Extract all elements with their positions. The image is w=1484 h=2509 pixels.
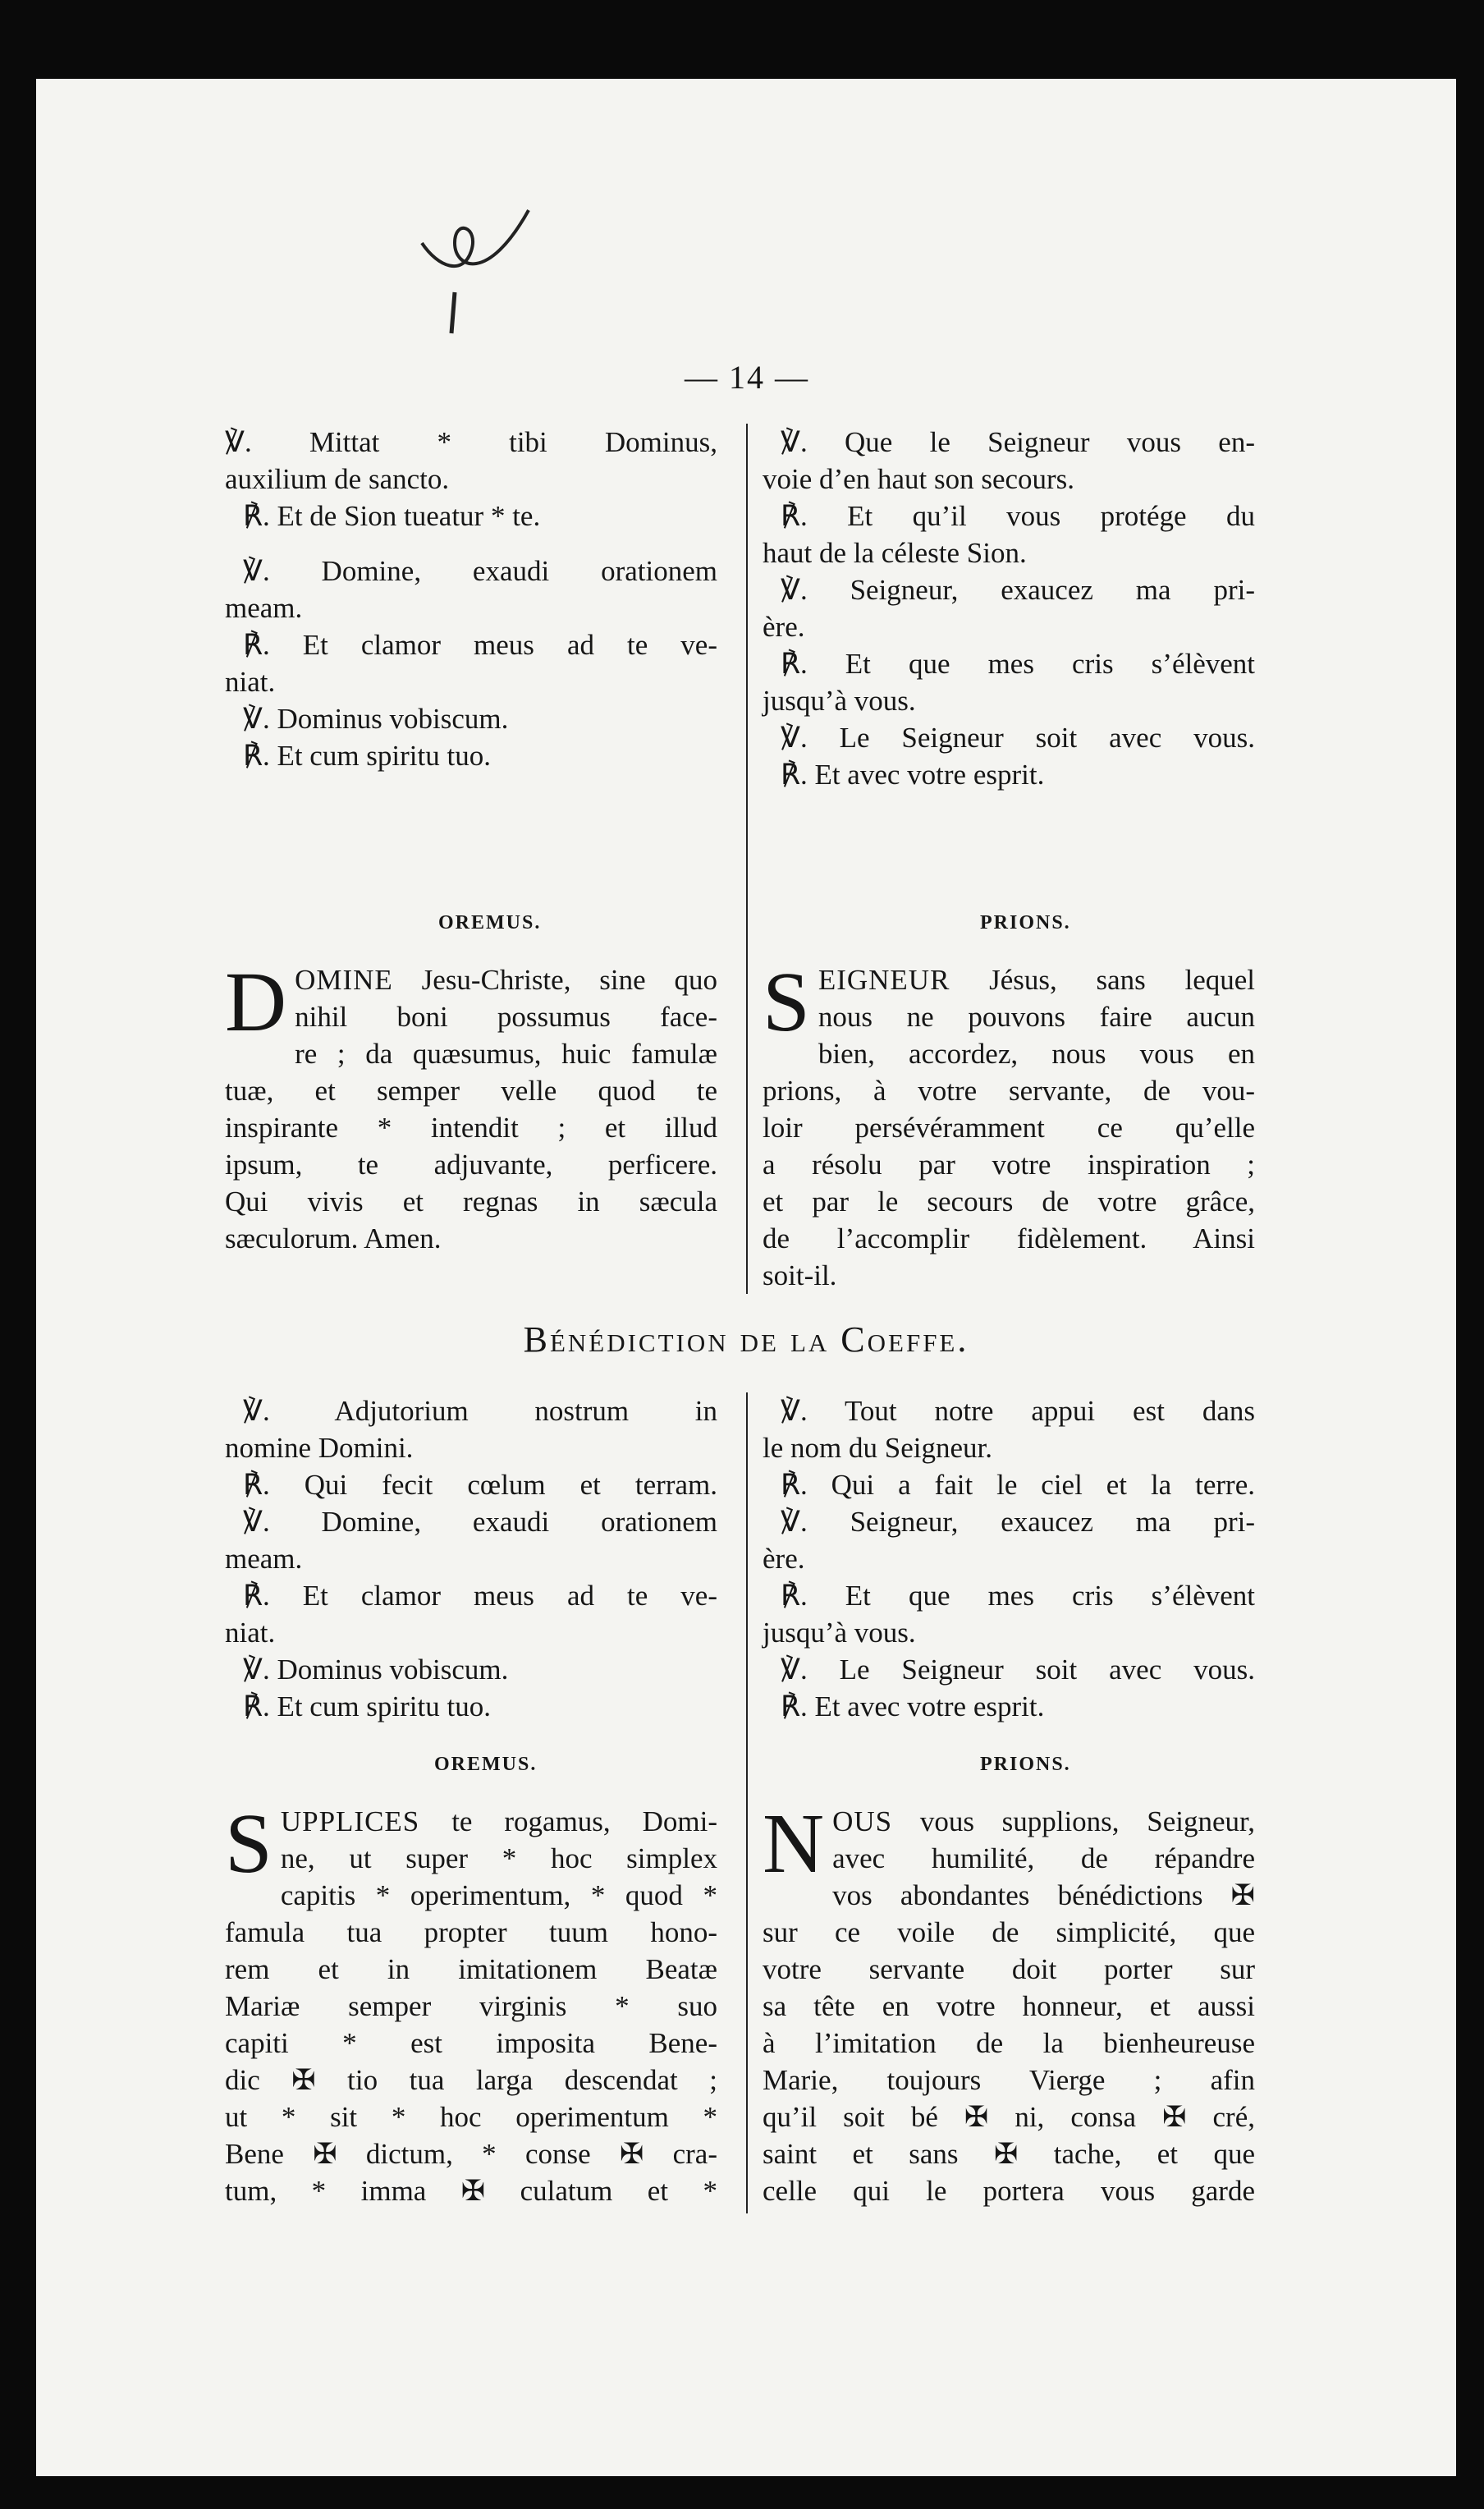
- text-line: ℣. Mittat * tibi Dominus,: [225, 426, 717, 458]
- handwritten-mark-icon: [405, 144, 553, 342]
- text-line: ère.: [763, 611, 805, 643]
- prayer-line: Marie, toujours Vierge ; afin: [763, 2064, 1255, 2096]
- text-line: ℟. Et clamor meus ad te ve-: [243, 629, 717, 661]
- text-line: ℟. Et qu’il vous protége du: [781, 500, 1255, 532]
- text-line: haut de la céleste Sion.: [763, 537, 1027, 569]
- text-line: ℣. Adjutorium nostrum in: [243, 1395, 717, 1427]
- text-line: ℣. Dominus vobiscum.: [243, 1654, 509, 1686]
- section1-latin-prayer: [225, 955, 717, 1257]
- prayer-line: [763, 961, 1255, 998]
- prayer-line: soit-il.: [763, 1259, 837, 1291]
- prayer-line: avec humilité, de répandre: [832, 1842, 1255, 1874]
- prayer-line-text: Jésus, sans lequel: [950, 964, 1255, 996]
- section2-french-responses: [763, 1392, 1255, 1725]
- prayer-line-text: te rogamus, Domi-: [419, 1805, 717, 1837]
- prayer-line: a résolu par votre inspiration ;: [763, 1149, 1255, 1181]
- prayer-line: tum, * imma ✠ culatum et *: [225, 2175, 717, 2207]
- prayer-line: [763, 1803, 1255, 1840]
- spacer: [225, 534, 717, 553]
- section2-latin-prayer: [225, 1796, 717, 2209]
- section2-latin-heading: OREMUS.: [434, 1754, 538, 1775]
- prayer-first-word: OMINE: [295, 964, 393, 996]
- prayer-line: qu’il soit bé ✠ ni, consa ✠ cré,: [763, 2101, 1255, 2133]
- prayer-line: re ; da quæsumus, huic famulæ: [295, 1038, 717, 1070]
- text-line: ℟. Et avec votre esprit.: [781, 759, 1045, 791]
- drop-cap: D: [225, 955, 287, 1049]
- prayer-line: sa tête en votre honneur, et aussi: [763, 1990, 1255, 2022]
- prayer-first-word: UPPLICES: [280, 1805, 420, 1837]
- text-line: auxilium de sancto.: [225, 463, 450, 495]
- prayer-first-word: EIGNEUR: [818, 964, 950, 996]
- section1-french-responses: [763, 424, 1255, 793]
- prayer-line: capiti * est imposita Bene-: [225, 2027, 717, 2059]
- prayer-line: sur ce voile de simplicité, que: [763, 1916, 1255, 1948]
- column-divider: [746, 1392, 748, 2213]
- section2-french-heading: PRIONS.: [980, 1754, 1071, 1775]
- section1-french-heading: PRIONS.: [980, 912, 1071, 933]
- prayer-first-word: OUS: [832, 1805, 893, 1837]
- text-line: ℣. Tout notre appui est dans: [781, 1395, 1255, 1427]
- prayer-line: ipsum, te adjuvante, perficere.: [225, 1149, 717, 1181]
- prayer-line: sæculorum. Amen.: [225, 1222, 442, 1254]
- page-number: — 14 —: [685, 359, 809, 396]
- prayer-line: de l’accomplir fidèlement. Ainsi: [763, 1222, 1255, 1254]
- section2-latin-responses: [225, 1392, 717, 1725]
- prayer-line: prions, à votre servante, de vou-: [763, 1075, 1255, 1107]
- text-line: ℣. Seigneur, exaucez ma pri-: [781, 1506, 1255, 1538]
- prayer-line: dic ✠ tio tua larga descendat ;: [225, 2064, 717, 2096]
- text-line: ℟. Et que mes cris s’élèvent: [781, 1580, 1255, 1612]
- section1-latin-heading: OREMUS.: [438, 912, 542, 933]
- text-line: ℣. Seigneur, exaucez ma pri-: [781, 574, 1255, 606]
- prayer-line: Bene ✠ dictum, * conse ✠ cra-: [225, 2138, 717, 2170]
- text-line: meam.: [225, 592, 303, 624]
- text-line: voie d’en haut son secours.: [763, 463, 1075, 495]
- text-line: jusqu’à vous.: [763, 685, 916, 717]
- prayer-line: nous ne pouvons faire aucun: [818, 1001, 1255, 1033]
- text-line: nomine Domini.: [225, 1432, 414, 1464]
- prayer-line: [225, 1803, 717, 1840]
- text-line: ℣. Que le Seigneur vous en-: [781, 426, 1255, 458]
- text-line: ℟. Et que mes cris s’élèvent: [781, 648, 1255, 680]
- text-line: ℣. Le Seigneur soit avec vous.: [781, 722, 1255, 754]
- text-line: ℣. Le Seigneur soit avec vous.: [781, 1654, 1255, 1686]
- prayer-line: ne, ut super * hoc simplex: [280, 1842, 717, 1874]
- text-line: ℣. Domine, exaudi orationem: [243, 1506, 717, 1538]
- section-title: Bénédiction de la Coeffe.: [523, 1319, 969, 1360]
- section1-latin-responses: [225, 424, 717, 774]
- text-line: ℟. Qui fecit cœlum et terram.: [243, 1469, 717, 1501]
- prayer-line: celle qui le portera vous garde: [763, 2175, 1255, 2207]
- prayer-line: capitis * operimentum, * quod *: [280, 1879, 717, 1911]
- section2-french-prayer: [763, 1796, 1255, 2209]
- text-line: ère.: [763, 1543, 805, 1575]
- text-line: ℟. Et clamor meus ad te ve-: [243, 1580, 717, 1612]
- text-line: ℟. Qui a fait le ciel et la terre.: [781, 1469, 1255, 1501]
- scanned-page: [36, 79, 1456, 2476]
- text-line: ℟. Et cum spiritu tuo.: [243, 740, 491, 772]
- text-line: ℟. Et de Sion tueatur * te.: [243, 500, 541, 532]
- drop-cap: S: [225, 1796, 273, 1891]
- prayer-line: rem et in imitationem Beatæ: [225, 1953, 717, 1985]
- prayer-line: nihil boni possumus face-: [295, 1001, 717, 1033]
- prayer-line: [225, 961, 717, 998]
- prayer-line: famula tua propter tuum hono-: [225, 1916, 717, 1948]
- prayer-line: loir persévéramment ce qu’elle: [763, 1112, 1255, 1144]
- text-line: ℟. Et avec votre esprit.: [781, 1690, 1045, 1722]
- text-line: ℣. Domine, exaudi orationem: [243, 555, 717, 587]
- text-line: ℣. Dominus vobiscum.: [243, 703, 509, 735]
- prayer-line: inspirante * intendit ; et illud: [225, 1112, 717, 1144]
- prayer-line-text: vous supplions, Seigneur,: [892, 1805, 1255, 1837]
- section1-french-prayer: [763, 955, 1255, 1294]
- drop-cap: S: [763, 955, 810, 1049]
- prayer-line: Qui vivis et regnas in sæcula: [225, 1186, 717, 1218]
- prayer-line: saint et sans ✠ tache, et que: [763, 2138, 1255, 2170]
- text-line: niat.: [225, 666, 276, 698]
- text-line: niat.: [225, 1617, 276, 1649]
- prayer-line: votre servante doit porter sur: [763, 1953, 1255, 1985]
- prayer-line: Mariæ semper virginis * suo: [225, 1990, 717, 2022]
- prayer-line: tuæ, et semper velle quod te: [225, 1075, 717, 1107]
- prayer-line: vos abondantes bénédictions ✠: [832, 1879, 1255, 1911]
- prayer-line: ut * sit * hoc operimentum *: [225, 2101, 717, 2133]
- column-divider: [746, 424, 748, 1294]
- text-line: jusqu’à vous.: [763, 1617, 916, 1649]
- text-line: meam.: [225, 1543, 303, 1575]
- text-line: ℟. Et cum spiritu tuo.: [243, 1690, 491, 1722]
- drop-cap: N: [763, 1796, 825, 1891]
- prayer-line: à l’imitation de la bienheureuse: [763, 2027, 1255, 2059]
- prayer-line: bien, accordez, nous vous en: [818, 1038, 1255, 1070]
- text-line: le nom du Seigneur.: [763, 1432, 992, 1464]
- prayer-line: et par le secours de votre grâce,: [763, 1186, 1255, 1218]
- prayer-line-text: Jesu-Christe, sine quo: [392, 964, 717, 996]
